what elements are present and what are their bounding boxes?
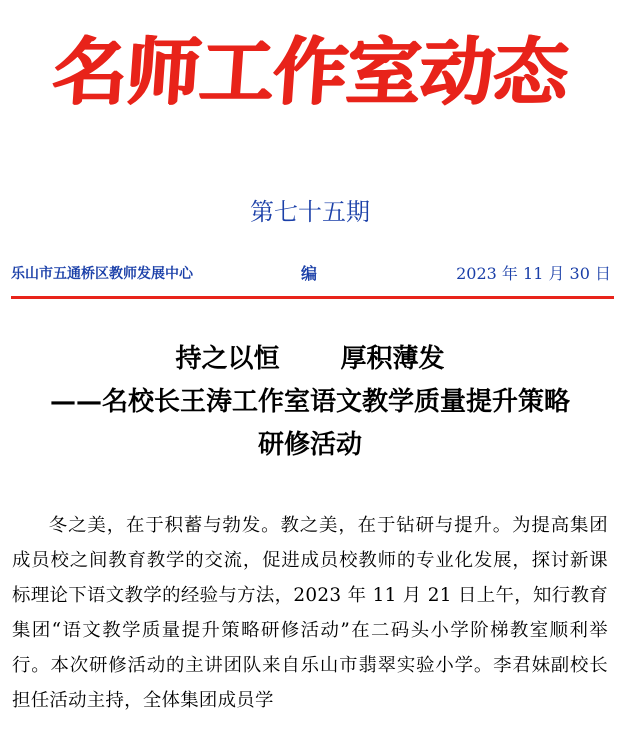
article-paragraph: 冬之美，在于积蓄与勃发。教之美，在于钻研与提升。为提高集团成员校之间教育教学的交流，促进成员校教师的专业化发展，探讨新课标理论下语文教学的经验与方法，2023 年 11 月 21 日上午，知行教育集团“语文教学质量提升策略研修活动”在二码头小学阶梯教室顺利举行。本次研修活动的主讲团队来自乐山市翡翠实验小学。李君妹副校长担任活动主持，全体集团成员学 — [12, 515, 608, 711]
masthead — [0, 18, 620, 128]
article-title — [0, 338, 620, 467]
publication-meta — [11, 260, 611, 284]
issue-number: 第七十五期 — [250, 198, 370, 226]
header-divider — [11, 296, 614, 299]
article-title-line-2: ——名校长王涛工作室语文教学质量提升策略 — [49, 387, 570, 417]
article-title-line-1: 持之以恒 厚积薄发 — [175, 344, 445, 374]
publisher: 乐山市五通桥区教师发展中心 — [11, 266, 193, 282]
editor-mark: 编 — [301, 264, 318, 283]
publication-date: 2023 年 11 月 30 日 — [456, 264, 611, 283]
article-title-line-3: 研修活动 — [257, 430, 362, 460]
masthead-title: 名师工作室动态 — [49, 30, 571, 115]
